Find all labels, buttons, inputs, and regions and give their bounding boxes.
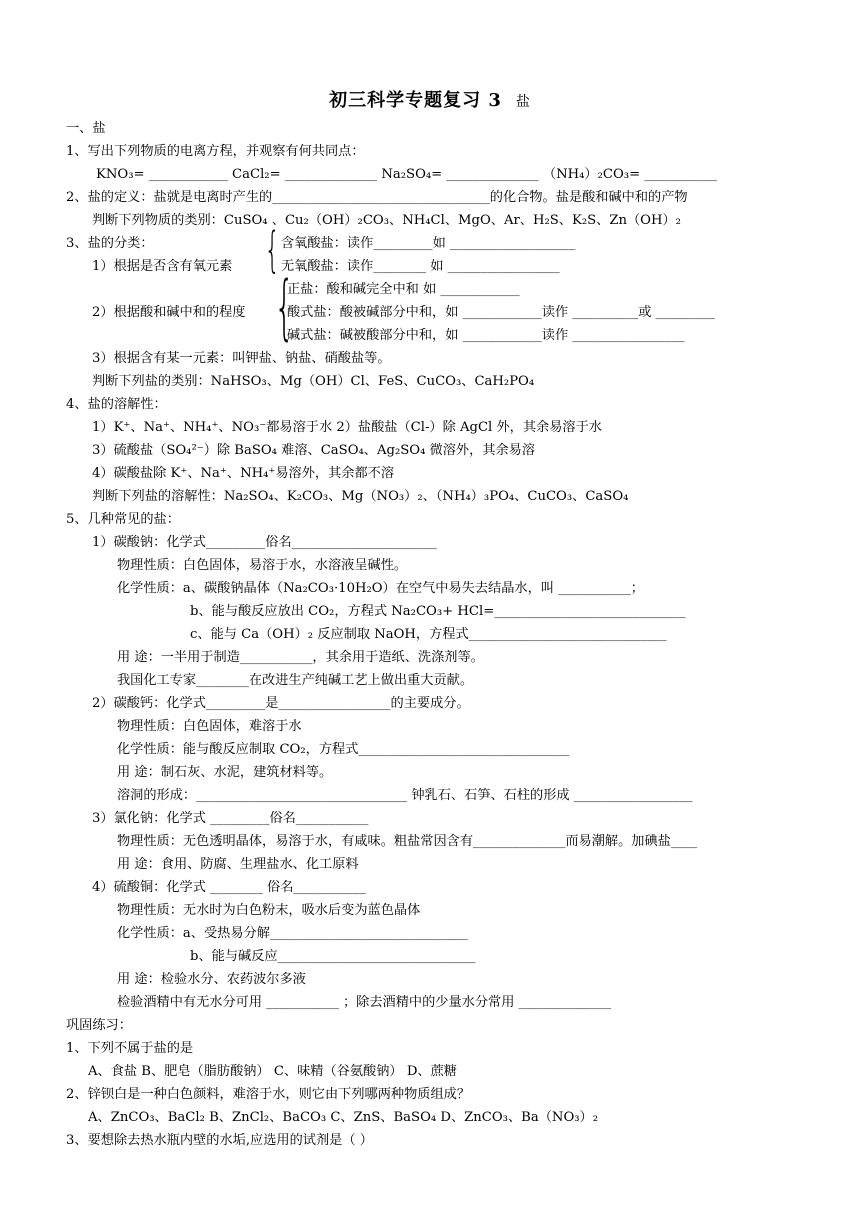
title-main: 初三科学专题复习 3 bbox=[329, 90, 502, 111]
brace-icon: { bbox=[264, 222, 280, 278]
usage-line: 用 途：制石灰、水泥，建筑材料等。 bbox=[117, 765, 333, 780]
rule-line: 4）碳酸盐除 K⁺、Na⁺、NH₄⁺易溶外，其余都不溶 bbox=[92, 466, 395, 481]
salt-heading: 2）碳酸钙：化学式_________是_________________的主要成分。 bbox=[92, 696, 470, 711]
exercise-question: 3、要想除去热水瓶内壁的水垢,应选用的试剂是（ ） bbox=[66, 1133, 373, 1148]
exercise-question: 1、下列不属于盐的是 bbox=[66, 1041, 194, 1056]
page-title bbox=[0, 86, 860, 112]
property-line: c、能与 Ca（OH）₂ 反应制取 NaOH，方程式______________________________ bbox=[190, 627, 667, 642]
salt-heading: 3）氯化钠：化学式 _________俗名___________ bbox=[92, 811, 369, 826]
property-line: 物理性质：白色固体，易溶于水，水溶液呈碱性。 bbox=[117, 558, 408, 573]
usage-line: 用 途：检验水分、农药波尔多液 bbox=[117, 972, 306, 987]
section-line: 3、盐的分类： bbox=[66, 236, 154, 251]
classification-line: 酸式盐：酸被碱部分中和，如 ____________读作 __________或 _________ bbox=[287, 305, 715, 320]
exercise-heading: 巩固练习： bbox=[66, 1018, 132, 1033]
property-line: 物理性质：白色固体，难溶于水 bbox=[117, 719, 302, 734]
section-heading: 一、盐 bbox=[66, 121, 106, 136]
property-line: 物理性质：无色透明晶体，易溶于水，有咸味。粗盐常因含有______________而易潮解。加碘盐____ bbox=[117, 834, 698, 849]
property-line: 化学性质：a、碳酸钠晶体（Na₂CO₃·10H₂O）在空气中易失去结晶水，叫 ___________； bbox=[117, 581, 644, 596]
classification-line: 碱式盐：碱被酸部分中和，如 ____________读作 _________________ bbox=[287, 328, 685, 343]
exercise-question: 2、锌钡白是一种白色颜料，难溶于水，则它由下列哪两种物质组成？ bbox=[66, 1087, 471, 1102]
section-line: 5、几种常见的盐： bbox=[66, 512, 180, 527]
property-line: 溶洞的形成：________________________________ 钟乳石、石笋、石柱的形成 __________________ bbox=[117, 788, 693, 803]
property-line: 我国化工专家________在改进生产纯碱工艺上做出重大贡献。 bbox=[117, 673, 474, 688]
rule-line: 1）K⁺、Na⁺、NH₄⁺、NO₃⁻都易溶于水 2）盐酸盐（Cl-）除 AgCl 外，其余易溶于水 bbox=[92, 420, 602, 435]
property-line: 检验酒精中有无水分可用 ___________ ；除去酒精中的少量水分常用 ______________ bbox=[117, 995, 611, 1010]
classification-line: 3）根据含有某一元素：叫钾盐、钠盐、硝酸盐等。 bbox=[92, 351, 391, 366]
usage-line: 用 途：食用、防腐、生理盐水、化工原料 bbox=[117, 857, 359, 872]
exercise-options: A、ZnCO₃、BaCl₂ B、ZnCl₂、BaCO₃ C、ZnS、BaSO₄ D、ZnCO₃、Ba（NO₃）₂ bbox=[88, 1110, 599, 1125]
question-line: 判断下列物质的类别：CuSO₄ 、Cu₂（OH）₂CO₃、NH₄Cl、MgO、Ar、H₂S、K₂S、Zn（OH）₂ bbox=[92, 213, 681, 228]
salt-heading: 1）碳酸钠：化学式_________俗名______________________ bbox=[92, 535, 437, 550]
property-line: 化学性质：能与酸反应制取 CO₂，方程式________________________________ bbox=[117, 742, 570, 757]
classification-line: 含氧酸盐：读作_________如 ___________________ bbox=[281, 236, 576, 251]
question-line: 判断下列盐的溶解性：Na₂SO₄、K₂CO₃、Mg（NO₃）₂、（NH₄）₃PO₄、CuCO₃、CaSO₄ bbox=[92, 489, 629, 504]
definition-line: 2、盐的定义：盐就是电离时产生的_________________________________的化合物。盐是酸和碱中和的产物 bbox=[66, 190, 688, 205]
question-line: 1、写出下列物质的电离方程，并观察有何共同点： bbox=[66, 144, 365, 159]
classification-line: 正盐：酸和碱完全中和 如 ____________ bbox=[287, 282, 520, 297]
property-line: 物理性质：无水时为白色粉末，吸水后变为蓝色晶体 bbox=[117, 903, 421, 918]
classification-label: 2）根据酸和碱中和的程度 bbox=[92, 305, 246, 320]
classification-label: 1）根据是否含有氧元素 bbox=[92, 259, 233, 274]
rule-line: 3）硫酸盐（SO₄²⁻）除 BaSO₄ 难溶、CaSO₄、Ag₂SO₄ 微溶外，其余易溶 bbox=[92, 443, 536, 458]
property-line: 化学性质：a、受热易分解______________________________ bbox=[117, 926, 468, 941]
salt-heading: 4）硫酸铜：化学式 ________ 俗名___________ bbox=[92, 880, 366, 895]
brace-icon: { bbox=[274, 266, 295, 348]
exercise-options: A、食盐 B、肥皂（脂肪酸钠） C、味精（谷氨酸钠） D、蔗糖 bbox=[88, 1064, 457, 1079]
classification-line: 无氧酸盐：读作________ 如 _________________ bbox=[281, 259, 560, 274]
section-line: 4、盐的溶解性： bbox=[66, 397, 167, 412]
usage-line: 用 途：一半用于制造___________，其余用于造纸、洗涤剂等。 bbox=[117, 650, 484, 665]
question-line: 判断下列盐的类别：NaHSO₃、Mg（OH）Cl、FeS、CuCO₃、CaH₂PO₄ bbox=[92, 374, 535, 389]
formula-blank-line: KNO₃= ____________ CaCl₂= ______________ Na₂SO₄= ______________ （NH₄）₂CO₃= ___________ bbox=[96, 167, 717, 182]
property-line: b、能与碱反应______________________________ bbox=[190, 949, 476, 964]
property-line: b、能与酸反应放出 CO₂，方程式 Na₂CO₃+ HCl=_____________________________ bbox=[190, 604, 686, 619]
title-subject: 盐 bbox=[515, 94, 531, 110]
